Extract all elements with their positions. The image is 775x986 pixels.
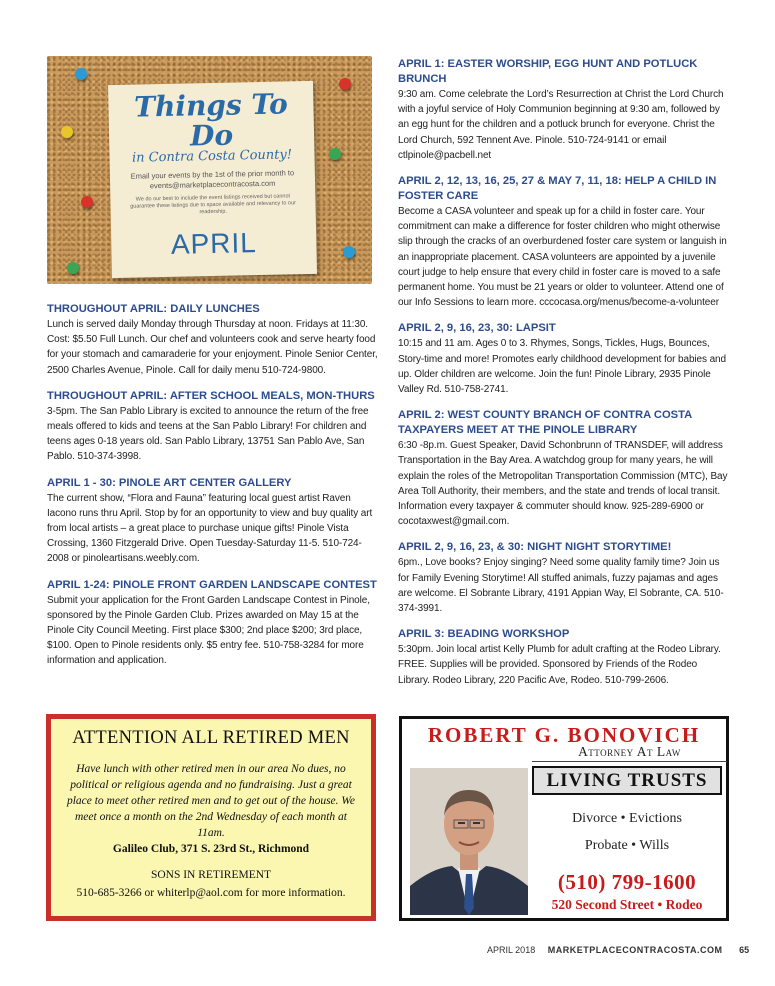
living-trusts-banner: LIVING TRUSTS	[532, 766, 722, 795]
banner-subtitle: in Contra Costa County!	[131, 147, 293, 166]
retired-men-ad	[46, 714, 376, 921]
retired-ad-title: ATTENTION ALL RETIRED MEN	[72, 728, 350, 748]
pushpin-icon	[61, 126, 73, 138]
event-heading: THROUGHOUT APRIL: DAILY LUNCHES	[47, 303, 260, 315]
event-body: 5:30pm. Join local artist Kelly Plumb for adult crafting at the Rodeo Library. FREE. Supplies will be provided. Sponsored by Friends of the Rodeo Library. Rodeo Library, 220 Pacific Ave, Rodeo. 510-799-2606.	[398, 644, 721, 686]
retired-ad-body: Have lunch with other retired men in our area No dues, no political or religious agenda and no fundraising. Just a great place to meet other retired men and to get out of the house. We meet once a month on the 2nd Wednesday of each month at 11am.	[66, 763, 356, 839]
pushpin-icon	[339, 78, 351, 90]
event-heading: APRIL 3: BEADING WORKSHOP	[398, 628, 570, 641]
attorney-name: ROBERT G. BONOVICH	[427, 723, 701, 747]
pushpin-icon	[81, 196, 93, 208]
event-body: 6:30 -8p.m. Guest Speaker, David Schonbrunn of TRANSDEF, will address Transportation in the Bay Area. A watchdog group for many years, he will explain the roles of the Metropolitan Transportation Commission (MTC), Bay Area Toll Authority, their members, and the state and trends of local transit. Information every taxpayer & commuter should know. 925-289-6900 or cocotaxwest@gmail.com.	[398, 440, 728, 528]
pushpin-icon	[329, 148, 341, 160]
event-listing	[398, 174, 728, 310]
event-listing	[47, 302, 380, 378]
banner-submit-text: Email your events by the 1st of the prior month to events@marketplacecontracosta.com	[130, 168, 295, 191]
event-listing	[398, 627, 728, 688]
attorney-services: Probate • Wills	[584, 838, 670, 853]
event-listing	[398, 408, 728, 529]
attorney-photo	[410, 768, 528, 915]
banner-title: Things To Do	[133, 87, 289, 153]
event-heading: APRIL 2, 9, 16, 23, & 30: NIGHT NIGHT STORYTIME!	[398, 541, 672, 554]
event-body: 10:15 and 11 am. Ages 0 to 3. Rhymes, Songs, Tickles, Hugs, Bounces, Story-time and more! Promotes early childhood development for babies and up. Older children are welcome. Join the fun! Pinole Library, 2935 Pinole Valley Rd. 510-758-2741.	[398, 338, 726, 396]
event-heading: APRIL 1 - 30: PINOLE ART CENTER GALLERY	[47, 476, 292, 489]
event-body: 6pm., Love books? Enjoy singing? Need some quality family time? Join us for Family Evening Storytime! All stuffed animals, fuzzy pajamas and ages are welcome. El Sobrante Library, 4191 Appian Way, El Sobrante, CA. 510-374-3991.	[398, 557, 724, 615]
site-url: MARKETPLACECONTRACOSTA.COM	[547, 945, 723, 955]
event-body: 9:30 am. Come celebrate the Lord’s Resurrection at Christ the Lord Church with a joyful service of Holy Communion beginning at 9:30 am, followed by an egg hunt for the children and a potluck brunch for everyone. Christ the Lord Church, 592 Tennent Ave. Pinole. 510-724-9141 or email ctlpinole@pacbell.net	[398, 89, 724, 161]
sticky-note	[108, 81, 317, 278]
attorney-services: Divorce • Evictions	[572, 811, 682, 826]
event-listing	[398, 540, 728, 616]
attorney-title: Attorney At Law	[532, 744, 727, 762]
event-heading: APRIL 1-24: PINOLE FRONT GARDEN LANDSCAPE CONTEST	[47, 578, 377, 591]
retired-ad-contact: 510-685-3266 or whiterlp@aol.com for more information.	[76, 887, 346, 899]
attorney-phone: (510) 799-1600	[557, 870, 697, 894]
right-column	[398, 57, 728, 699]
event-listing	[47, 389, 380, 465]
issue-date: APRIL 2018	[487, 945, 536, 955]
event-heading: THROUGHOUT APRIL: AFTER SCHOOL MEALS, MON-THURS	[47, 389, 375, 402]
event-listing	[47, 578, 380, 669]
event-listing	[47, 476, 380, 567]
event-heading: APRIL 2: WEST COUNTY BRANCH OF CONTRA COSTA TAXPAYERS MEET AT THE PINOLE LIBRARY	[398, 409, 692, 437]
event-body: Become a CASA volunteer and speak up for a child in foster care. Your commitment can make a difference for foster children who might otherwise slip through the cracks of an overburdened foster care system or languish in an inappropriate placement. CASA volunteers are appointed by a juvenile court judge to help ensure that every child in foster care is moved to a safe permanent home. You must be 21 years or older to volunteer. Attend one of our Info Sessions to learn more. cccocasa.org/menus/become-a-volunteer	[398, 206, 727, 309]
pushpin-icon	[75, 68, 87, 80]
event-listing	[398, 321, 728, 397]
portrait-image	[410, 768, 528, 915]
event-body: 3-5pm. The San Pablo Library is excited to announce the return of the free meals offered to kids and teens at the San Pablo Library! For children and teens ages 0-18 years old. San Pablo Library, 13751 San Pablo Ave, San Pablo. 510-374-3998.	[47, 405, 369, 463]
retired-ad-org: SONS IN RETIREMENT	[150, 869, 272, 881]
page-number: 65	[739, 945, 750, 955]
event-heading: APRIL 1: EASTER WORSHIP, EGG HUNT AND POTLUCK BRUNCH	[398, 58, 698, 85]
attorney-ad	[399, 716, 729, 921]
banner-month: APRIL	[170, 227, 258, 260]
retired-ad-venue: Galileo Club, 371 S. 23rd St., Richmond	[112, 843, 310, 855]
banner-fine-print: We do our best to include the event listings received but cannot guarantee these listings due to space available and relevancy to our readership.	[130, 193, 296, 216]
event-body: Lunch is served daily Monday through Thursday at noon. Fridays at 11:30. Cost: $5.50 Full Lunch. Our chef and volunteers cook and serve hearty food for your stomach and camaraderie for your enjoyment. Pinole Senior Center, 2500 Charles Avenue, Pinole. Call for daily menu 510-724-9800.	[47, 319, 378, 376]
pushpin-icon	[343, 246, 355, 258]
left-column	[47, 56, 380, 680]
attorney-address: 520 Second Street • Rodeo	[551, 897, 703, 912]
event-listing	[398, 57, 728, 163]
event-body: Submit your application for the Front Garden Landscape Contest in Pinole, sponsored by the Pinole Garden Club. Prizes awarded on May 15 at the Pinole City Council Meeting. First place $300; 2nd place $200; 3rd place, $100. Open to Pinole residents only. $5 entry fee. 510-758-3284 for more information and application.	[47, 594, 370, 667]
page-footer	[487, 945, 749, 955]
event-body: The current show, “Flora and Fauna” featuring local guest artist Raven Iacono runs thru April. Stop by for an opportunity to view and buy quality art from local artists – a great place to purchase unique gifts! Pinole Vista Crossing, 1360 Fitzgerald Drive. Open Tuesday-Saturday 11-5. 510-724-2008 or pinoleartisans.weebly.com.	[47, 492, 373, 565]
event-heading: APRIL 2, 12, 13, 16, 25, 27 & MAY 7, 11, 18: HELP A CHILD IN FOSTER CARE	[398, 175, 717, 203]
things-to-do-banner	[47, 56, 372, 284]
event-heading: APRIL 2, 9, 16, 23, 30: LAPSIT	[398, 322, 556, 335]
pushpin-icon	[67, 262, 79, 274]
